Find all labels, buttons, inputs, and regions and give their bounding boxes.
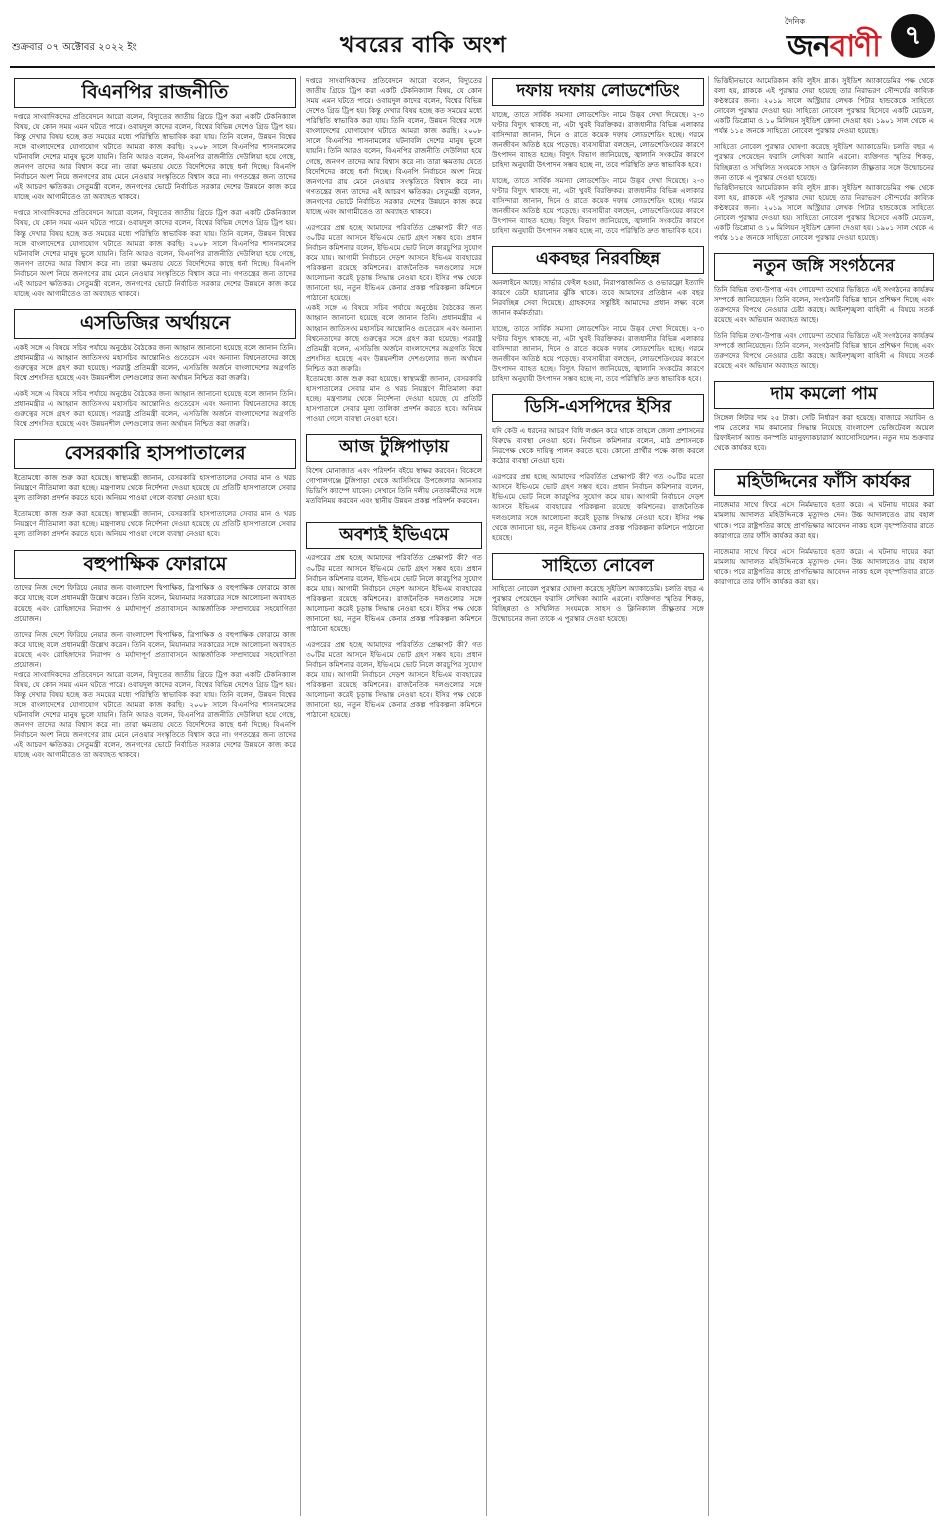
article-body-loadshedding: যাচ্ছে, তাতে সার্বিক সমস্যা লোডশেডিং নামে উদ্ভব দেখা দিয়েছে। ২-৩ ঘণ্টার বিদ্যুৎ থাকছে না, এটা খুবই বিরক্তিকর। রাজধানীর বিভিন্ন এলাকার বাসিন্দারা জানান, দিনে ও রাতে কয়েক দফায় লোডশেডিং হচ্ছে। গরমে জনজীবন অতিষ্ঠ হয়ে পড়েছে। ব্যবসায়ীরা বলছেন, লোডশেডিংয়ের কারণে উৎপাদন ব্যাহত হচ্ছে। বিদ্যুৎ বিভাগ জানিয়েছে, জ্বালানি সংকটের কারণে চাহিদা অনুযায়ী উৎপাদন সম্ভব হচ্ছে না, তবে পরিস্থিতি দ্রুত স্বাভাবিক হবে। [492, 109, 704, 169]
article-body-mohiuddin: নাজেমার সাথে ফিরে এসে নির্মমভাবে হত্যা করে। এ ঘটনায় দায়ের করা মামলায় আদালত মহিউদ্দিনকে মৃত্যুদণ্ড দেন। উচ্চ আদালতেও রায় বহাল থাকে। পরে রাষ্ট্রপতির কাছে প্রাণভিক্ষার আবেদন নাকচ হলে বৃহস্পতিবার রাতে কারাগারে তার ফাঁসি কার্যকর করা হয়। [714, 500, 934, 540]
column-divider [708, 76, 709, 1516]
article-body-bnp-cont-col2d: ইতোমধ্যে কাজ শুরু করা হয়েছে। স্বাস্থ্যমন্ত্রী জানান, বেসরকারি হাসপাতালের সেবার মান ও খরচ নিয়ন্ত্রণে নীতিমালা করা হচ্ছে। মন্ত্রণালয় থেকে নির্দেশনা দেওয়া হয়েছে যে প্রতিটি হাসপাতালে সেবার মূল্য তালিকা প্রদর্শন করতে হবে। অনিয়ম পাওয়া গেলে ব্যবস্থা নেওয়া হবে। [306, 373, 482, 424]
article-body-palm-oil: সিঙ্গেল লিটার দাম ২৫ টাকা। সেটি নির্ধারণ করা হয়েছে। বাজারে সয়াবিন ও পাম তেলের দাম কমানোর সিদ্ধান্ত নিয়েছে বাংলাদেশ ভেজিটেবল অয়েল রিফাইনার্স অ্যান্ড বনস্পতি ম্যানুফ্যাকচারার্স অ্যাসোসিয়েশন। নতুন দাম শুক্রবার থেকে কার্যকর হবে। [714, 412, 934, 452]
article-body-tungipara: বিশেষ মোনাজাত এবং পরিদর্শন বইয়ে স্বাক্ষর করবেন। বিকেলে গোপালগঞ্জে টুঙ্গিপাড়া থেকে আসিসিয়ে উপজেলার আনসার ভিডিপি ক্যাম্পে যাবেন। সেখানে তিনি দলীয় নেতাকর্মীদের সঙ্গে মতবিনিময় করবেন এবং স্থানীয় উন্নয়ন প্রকল্প পরিদর্শন করবেন। [306, 465, 482, 505]
article-body-private-hospital: ইতোমধ্যে কাজ শুরু করা হয়েছে। স্বাস্থ্যমন্ত্রী জানান, বেসরকারি হাসপাতালের সেবার মান ও খরচ নিয়ন্ত্রণে নীতিমালা করা হচ্ছে। মন্ত্রণালয় থেকে নির্দেশনা দেওয়া হয়েছে যে প্রতিটি হাসপাতালে সেবার মূল্য তালিকা প্রদর্শন করতে হবে। অনিয়ম পাওয়া গেলে ব্যবস্থা নেওয়া হবে। [14, 473, 296, 503]
headline-sdg: এসডিজির অর্থায়নে [14, 309, 296, 339]
section-title: খবরের বাকি অংশ [340, 33, 507, 58]
article-body-militant: তিনি বিভিন্ন তথ্য-উপাত্ত এবং গোয়েন্দা তথ্যের ভিত্তিতে এই সংগঠনের কার্যক্রম সম্পর্কে জানিয়েছেন। তিনি বলেন, সংগঠনটি বিভিন্ন স্থানে প্রশিক্ষণ দিচ্ছে এবং তরুণদের বিপথে নেওয়ার চেষ্টা করছে। আইনশৃঙ্খলা বাহিনী এ বিষয়ে সতর্ক রয়েছে এবং অভিযান অব্যাহত আছে। [714, 284, 934, 324]
headline-private-hospital: বেসরকারি হাসপাতালের [14, 439, 296, 469]
column-divider [300, 76, 301, 1516]
article-body-bnp: দপ্তরে সাংবাদিকদের প্রতিবেদনে আরো বলেন, বিদ্যুতের জাতীয় গ্রিডে ট্রিপ করা একটি টেকনিক্যাল বিষয়, যে কোন সময় এমন ঘটতে পারে। ওবায়দুল কাদের বলেন, বিশ্বের বিভিন্ন দেশেও গ্রিড ট্রিপ হয়। কিন্তু দেখার বিষয় হচ্ছে কত সময়ের মধ্যে পরিস্থিতি স্বাভাবিক করা যায়। তিনি বলেন, উন্নয়ন বিশ্বের সঙ্গে বাংলাদেশের যোগাযোগ ঘটাতে আমরা কাজ করছি। ২০০৮ সালে বিএনপির শাসনামলের ঘটনাবলি দেশের মানুষ ভুলে যায়নি। তিনি আরও বলেন, বিএনপির রাজনীতি দেউলিয়া হয়ে গেছে, জনগণ তাদের আর বিশ্বাস করে না। তারা ক্ষমতায় যেতে বিদেশিদের কাছে ধর্না দিচ্ছে। বিএনপি নির্বাচনে অংশ নিয়ে জনগণের রায় মেনে নেওয়ার সংস্কৃতিতে বিশ্বাস করে না। গণতন্ত্রের জন্য তাদের এই আচরণ ক্ষতিকর। সেতুমন্ত্রী বলেন, জনগণের ভোটে নির্বাচিত সরকার দেশের উন্নয়নে কাজ করে যাচ্ছে এবং আগামীতেও তা অব্যাহত থাকবে। [14, 111, 296, 202]
masthead [10, 14, 935, 62]
column-2 [306, 76, 482, 1516]
article-body-one-year-cont: যাচ্ছে, তাতে সার্বিক সমস্যা লোডশেডিং নামে উদ্ভব দেখা দিয়েছে। ২-৩ ঘণ্টার বিদ্যুৎ থাকছে না, এটা খুবই বিরক্তিকর। রাজধানীর বিভিন্ন এলাকার বাসিন্দারা জানান, দিনে ও রাতে কয়েক দফায় লোডশেডিং হচ্ছে। গরমে জনজীবন অতিষ্ঠ হয়ে পড়েছে। ব্যবসায়ীরা বলছেন, লোডশেডিংয়ের কারণে উৎপাদন ব্যাহত হচ্ছে। বিদ্যুৎ বিভাগ জানিয়েছে, জ্বালানি সংকটের কারণে চাহিদা অনুযায়ী উৎপাদন সম্ভব হচ্ছে না, তবে পরিস্থিতি দ্রুত স্বাভাবিক হবে। [492, 324, 704, 384]
column-4 [714, 76, 934, 1516]
headline-palm-oil: দাম কমলো পাম [714, 381, 934, 409]
article-body-nobel-cont: ভিত্তিহীনভাবে আমেরিকান কবি লুইস গ্লাক। সুইডিশ অ্যাকাডেমির পক্ষ থেকে বলা হয়, গ্লাককে এই পুরস্কার দেয়া হয়েছে তার নিরাভরণ সৌন্দর্যের কাব্যিক কণ্ঠস্বরের জন্য। ২০১৯ সালে অস্ট্রিয়ার লেখক পিটার হান্ডকেকে সাহিত্যে নোবেল পুরস্কার দেওয়া হয়। সাহিত্যে নোবেল পুরস্কার হিসেবে একটি মেডেল, একটি ডিপ্লোমা ও ১০ মিলিয়ন সুইডিশ ক্রোনা দেওয়া হয়। ১৯০১ সাল থেকে এ পর্যন্ত ১১৫ জনকে সাহিত্যে নোবেল পুরস্কার দেওয়া হয়েছে। [714, 76, 934, 136]
article-body-dc-sp-cont: এরপরের প্রশ্ন হচ্ছে আমাদের পরিবর্তিত প্রেক্ষাপট কী? গত ৩০টির মতো আসনে ইভিএমে ভোট গ্রহণ সম্ভব হবে। প্রধান নির্বাচন কমিশনার বলেন, ইভিএমে ভোট নিলে কারচুপির সুযোগ কমে যায়। আগামী নির্বাচনে দেড়শ আসনে ইভিএম ব্যবহারের পরিকল্পনা রয়েছে কমিশনের। রাজনৈতিক দলগুলোর সঙ্গে আলোচনা করেই চূড়ান্ত সিদ্ধান্ত নেওয়া হবে। ইসির পক্ষ থেকে জানানো হয়, নতুন ইভিএম কেনার প্রকল্প পরিকল্পনা কমিশনে পাঠানো হয়েছে। [492, 472, 704, 542]
article-body-nobel: সাহিত্যে নোবেল পুরস্কার ঘোষণা করেছে সুইডিশ অ্যাকাডেমি। চলতি বছর এ পুরস্কার পেয়েছেন ফরাসি লেখিকা অ্যানি এরনো। ব্যক্তিগত স্মৃতির শিকড়, বিচ্ছিন্নতা ও সম্মিলিত সংযমকে সাহস ও ক্লিনিক্যাল তীক্ষ্ণতার সঙ্গে উন্মোচনের জন্য তাকে এ পুরস্কার দেওয়া হয়েছে। [492, 584, 704, 624]
article-body-bnp-cont-col2b: এরপরের প্রশ্ন হচ্ছে আমাদের পরিবর্তিত প্রেক্ষাপট কী? গত ৩০টির মতো আসনে ইভিএমে ভোট গ্রহণ সম্ভব হবে। প্রধান নির্বাচন কমিশনার বলেন, ইভিএমে ভোট নিলে কারচুপির সুযোগ কমে যায়। আগামী নির্বাচনে দেড়শ আসনে ইভিএম ব্যবহারের পরিকল্পনা রয়েছে কমিশনের। রাজনৈতিক দলগুলোর সঙ্গে আলোচনা করেই চূড়ান্ত সিদ্ধান্ত নেওয়া হবে। ইসির পক্ষ থেকে জানানো হয়, নতুন ইভিএম কেনার প্রকল্প পরিকল্পনা কমিশনে পাঠানো হয়েছে। [306, 222, 482, 303]
article-body-sdg-cont: একই সঙ্গে এ বিষয়ে সচিব পর্যায়ে অনুষ্ঠেয় বৈঠকের জন্য আহ্বান জানানো হয়েছে বলে জানান তিনি। প্রধানমন্ত্রীর এ আহ্বান জাতিসংঘ মহাসচিব আন্তোনিও গুতেরেস এবং অন্যান্য বিশ্বনেতাদের কাছে গুরুত্বের সঙ্গে গ্রহণ করা হয়েছে। পররাষ্ট্র প্রতিমন্ত্রী বলেন, এসডিজি অর্জনে বাংলাদেশের অগ্রগতি বিশ্বে প্রশংসিত হয়েছে এবং উন্নয়নশীল দেশগুলোর জন্য অর্থায়ন নিশ্চিত করা জরুরি। [14, 389, 296, 429]
article-body-bnp-cont-col2c: একই সঙ্গে এ বিষয়ে সচিব পর্যায়ে অনুষ্ঠেয় বৈঠকের জন্য আহ্বান জানানো হয়েছে বলে জানান তিনি। প্রধানমন্ত্রীর এ আহ্বান জাতিসংঘ মহাসচিব আন্তোনিও গুতেরেস এবং অন্যান্য বিশ্বনেতাদের কাছে গুরুত্বের সঙ্গে গ্রহণ করা হয়েছে। পররাষ্ট্র প্রতিমন্ত্রী বলেন, এসডিজি অর্জনে বাংলাদেশের অগ্রগতি বিশ্বে প্রশংসিত হয়েছে এবং উন্নয়নশীল দেশগুলোর জন্য অর্থায়ন নিশ্চিত করা জরুরি। [306, 303, 482, 373]
column-1 [14, 76, 296, 1516]
logo-tagline: দৈনিক [785, 17, 806, 26]
article-body-bnp-cont-col2: দপ্তরে সাংবাদিকদের প্রতিবেদনে আরো বলেন, বিদ্যুতের জাতীয় গ্রিডে ট্রিপ করা একটি টেকনিক্যাল বিষয়, যে কোন সময় এমন ঘটতে পারে। ওবায়দুল কাদের বলেন, বিশ্বের বিভিন্ন দেশেও গ্রিড ট্রিপ হয়। কিন্তু দেখার বিষয় হচ্ছে কত সময়ের মধ্যে পরিস্থিতি স্বাভাবিক করা যায়। তিনি বলেন, উন্নয়ন বিশ্বের সঙ্গে বাংলাদেশের যোগাযোগ ঘটাতে আমরা কাজ করছি। ২০০৮ সালে বিএনপির শাসনামলের ঘটনাবলি দেশের মানুষ ভুলে যায়নি। তিনি আরও বলেন, বিএনপির রাজনীতি দেউলিয়া হয়ে গেছে, জনগণ তাদের আর বিশ্বাস করে না। তারা ক্ষমতায় যেতে বিদেশিদের কাছে ধর্না দিচ্ছে। বিএনপি নির্বাচনে অংশ নিয়ে জনগণের রায় মেনে নেওয়ার সংস্কৃতিতে বিশ্বাস করে না। গণতন্ত্রের জন্য তাদের এই আচরণ ক্ষতিকর। সেতুমন্ত্রী বলেন, জনগণের ভোটে নির্বাচিত সরকার দেশের উন্নয়নে কাজ করে যাচ্ছে এবং আগামীতেও তা অব্যাহত থাকবে। [306, 76, 482, 216]
logo-part-2: বাণী [829, 29, 880, 64]
article-body-evm-cont: এরপরের প্রশ্ন হচ্ছে আমাদের পরিবর্তিত প্রেক্ষাপট কী? গত ৩০টির মতো আসনে ইভিএমে ভোট গ্রহণ সম্ভব হবে। প্রধান নির্বাচন কমিশনার বলেন, ইভিএমে ভোট নিলে কারচুপির সুযোগ কমে যায়। আগামী নির্বাচনে দেড়শ আসনে ইভিএম ব্যবহারের পরিকল্পনা রয়েছে কমিশনের। রাজনৈতিক দলগুলোর সঙ্গে আলোচনা করেই চূড়ান্ত সিদ্ধান্ত নেওয়া হবে। ইসির পক্ষ থেকে জানানো হয়, নতুন ইভিএম কেনার প্রকল্প পরিকল্পনা কমিশনে পাঠানো হয়েছে। [306, 639, 482, 720]
headline-one-year: একবছর নিরবচ্ছিন্ন [492, 246, 704, 274]
article-body-evm: এরপরের প্রশ্ন হচ্ছে আমাদের পরিবর্তিত প্রেক্ষাপট কী? গত ৩০টির মতো আসনে ইভিএমে ভোট গ্রহণ সম্ভব হবে। প্রধান নির্বাচন কমিশনার বলেন, ইভিএমে ভোট নিলে কারচুপির সুযোগ কমে যায়। আগামী নির্বাচনে দেড়শ আসনে ইভিএম ব্যবহারের পরিকল্পনা রয়েছে কমিশনের। রাজনৈতিক দলগুলোর সঙ্গে আলোচনা করেই চূড়ান্ত সিদ্ধান্ত নেওয়া হবে। ইসির পক্ষ থেকে জানানো হয়, নতুন ইভিএম কেনার প্রকল্প পরিকল্পনা কমিশনে পাঠানো হয়েছে। [306, 553, 482, 633]
article-body-bilateral-cont2: দপ্তরে সাংবাদিকদের প্রতিবেদনে আরো বলেন, বিদ্যুতের জাতীয় গ্রিডে ট্রিপ করা একটি টেকনিক্যাল বিষয়, যে কোন সময় এমন ঘটতে পারে। ওবায়দুল কাদের বলেন, বিশ্বের বিভিন্ন দেশেও গ্রিড ট্রিপ হয়। কিন্তু দেখার বিষয় হচ্ছে কত সময়ের মধ্যে পরিস্থিতি স্বাভাবিক করা যায়। তিনি বলেন, উন্নয়ন বিশ্বের সঙ্গে বাংলাদেশের যোগাযোগ ঘটাতে আমরা কাজ করছি। ২০০৮ সালে বিএনপির শাসনামলের ঘটনাবলি দেশের মানুষ ভুলে যায়নি। তিনি আরও বলেন, বিএনপির রাজনীতি দেউলিয়া হয়ে গেছে, জনগণ তাদের আর বিশ্বাস করে না। তারা ক্ষমতায় যেতে বিদেশিদের কাছে ধর্না দিচ্ছে। বিএনপি নির্বাচনে অংশ নিয়ে জনগণের রায় মেনে নেওয়ার সংস্কৃতিতে বিশ্বাস করে না। গণতন্ত্রের জন্য তাদের এই আচরণ ক্ষতিকর। সেতুমন্ত্রী বলেন, জনগণের ভোটে নির্বাচিত সরকার দেশের উন্নয়নে কাজ করে যাচ্ছে এবং আগামীতেও তা অব্যাহত থাকবে। [14, 669, 296, 760]
headline-tungipara: আজ টুঙ্গিপাড়ায় [306, 434, 482, 462]
headline-mohiuddin: মহিউদ্দিনের ফাঁসি কার্যকর [714, 469, 934, 497]
article-body-bilateral-cont: তাদের নিজ দেশে ফিরিয়ে নেয়ার জন্য বাংলাদেশ দ্বিপাক্ষিক, ত্রিপাক্ষিক ও বহুপাক্ষিক ফোরামে কাজ করে যাচ্ছে বলে প্রধানমন্ত্রী উল্লেখ করেন। তিনি বলেন, মিয়ানমার সরকারের সঙ্গে আলোচনা অব্যাহত রয়েছে এবং রোহিঙ্গাদের নিরাপদ ও মর্যাদাপূর্ণ প্রত্যাবাসনে আন্তর্জাতিক সম্প্রদায়ের সহযোগিতা প্রয়োজন। [14, 629, 296, 669]
article-body-bilateral: তাদের নিজ দেশে ফিরিয়ে নেয়ার জন্য বাংলাদেশ দ্বিপাক্ষিক, ত্রিপাক্ষিক ও বহুপাক্ষিক ফোরামে কাজ করে যাচ্ছে বলে প্রধানমন্ত্রী উল্লেখ করেন। তিনি বলেন, মিয়ানমার সরকারের সঙ্গে আলোচনা অব্যাহত রয়েছে এবং রোহিঙ্গাদের নিরাপদ ও মর্যাদাপূর্ণ প্রত্যাবাসনে আন্তর্জাতিক সম্প্রদায়ের সহযোগিতা প্রয়োজন। [14, 583, 296, 623]
header-rule [10, 66, 935, 68]
article-body-nobel-cont3: ভিত্তিহীনভাবে আমেরিকান কবি লুইস গ্লাক। সুইডিশ অ্যাকাডেমির পক্ষ থেকে বলা হয়, গ্লাককে এই পুরস্কার দেয়া হয়েছে তার নিরাভরণ সৌন্দর্যের কাব্যিক কণ্ঠস্বরের জন্য। ২০১৯ সালে অস্ট্রিয়ার লেখক পিটার হান্ডকেকে সাহিত্যে নোবেল পুরস্কার দেওয়া হয়। সাহিত্যে নোবেল পুরস্কার হিসেবে একটি মেডেল, একটি ডিপ্লোমা ও ১০ মিলিয়ন সুইডিশ ক্রোনা দেওয়া হয়। ১৯০১ সাল থেকে এ পর্যন্ত ১১৫ জনকে সাহিত্যে নোবেল পুরস্কার দেওয়া হয়েছে। [714, 182, 934, 242]
article-body-dc-sp: যদি কেউ এ ধরনের আচরণ বিধি লঙ্ঘন করে থাকে তাহলে জেলা প্রশাসনের বিরুদ্ধে ব্যবস্থা নেওয়া হবে। নির্বাচন কমিশনার বলেন, মাঠ প্রশাসনকে নিরপেক্ষ থেকে দায়িত্ব পালন করতে হবে। কোনো প্রার্থীর পক্ষে কাজ করলে কঠোর ব্যবস্থা নেওয়া হবে। [492, 426, 704, 466]
article-body-loadshedding-cont: যাচ্ছে, তাতে সার্বিক সমস্যা লোডশেডিং নামে উদ্ভব দেখা দিয়েছে। ২-৩ ঘণ্টার বিদ্যুৎ থাকছে না, এটা খুবই বিরক্তিকর। রাজধানীর বিভিন্ন এলাকার বাসিন্দারা জানান, দিনে ও রাতে কয়েক দফায় লোডশেডিং হচ্ছে। গরমে জনজীবন অতিষ্ঠ হয়ে পড়েছে। ব্যবসায়ীরা বলছেন, লোডশেডিংয়ের কারণে উৎপাদন ব্যাহত হচ্ছে। বিদ্যুৎ বিভাগ জানিয়েছে, জ্বালানি সংকটের কারণে চাহিদা অনুযায়ী উৎপাদন সম্ভব হচ্ছে না, তবে পরিস্থিতি দ্রুত স্বাভাবিক হবে। [492, 175, 704, 236]
article-body-nobel-cont2: সাহিত্যে নোবেল পুরস্কার ঘোষণা করেছে সুইডিশ অ্যাকাডেমি। চলতি বছর এ পুরস্কার পেয়েছেন ফরাসি লেখিকা অ্যানি এরনো। ব্যক্তিগত স্মৃতির শিকড়, বিচ্ছিন্নতা ও সম্মিলিত সংযমকে সাহস ও ক্লিনিক্যাল তীক্ষ্ণতার সঙ্গে উন্মোচনের জন্য তাকে এ পুরস্কার দেওয়া হয়েছে। [714, 142, 934, 182]
headline-militant: নতুন জঙ্গি সংগঠনের [714, 253, 934, 281]
article-body-sdg: একই সঙ্গে এ বিষয়ে সচিব পর্যায়ে অনুষ্ঠেয় বৈঠকের জন্য আহ্বান জানানো হয়েছে বলে জানান তিনি। প্রধানমন্ত্রীর এ আহ্বান জাতিসংঘ মহাসচিব আন্তোনিও গুতেরেস এবং অন্যান্য বিশ্বনেতাদের কাছে গুরুত্বের সঙ্গে গ্রহণ করা হয়েছে। পররাষ্ট্র প্রতিমন্ত্রী বলেন, এসডিজি অর্জনে বাংলাদেশের অগ্রগতি বিশ্বে প্রশংসিত হয়েছে এবং উন্নয়নশীল দেশগুলোর জন্য অর্থায়ন নিশ্চিত করা জরুরি। [14, 342, 296, 382]
article-body-bnp-cont: দপ্তরে সাংবাদিকদের প্রতিবেদনে আরো বলেন, বিদ্যুতের জাতীয় গ্রিডে ট্রিপ করা একটি টেকনিক্যাল বিষয়, যে কোন সময় এমন ঘটতে পারে। ওবায়দুল কাদের বলেন, বিশ্বের বিভিন্ন দেশেও গ্রিড ট্রিপ হয়। কিন্তু দেখার বিষয় হচ্ছে কত সময়ের মধ্যে পরিস্থিতি স্বাভাবিক করা যায়। তিনি বলেন, উন্নয়ন বিশ্বের সঙ্গে বাংলাদেশের যোগাযোগ ঘটাতে আমরা কাজ করছি। ২০০৮ সালে বিএনপির শাসনামলের ঘটনাবলি দেশের মানুষ ভুলে যায়নি। তিনি আরও বলেন, বিএনপির রাজনীতি দেউলিয়া হয়ে গেছে, জনগণ তাদের আর বিশ্বাস করে না। তারা ক্ষমতায় যেতে বিদেশিদের কাছে ধর্না দিচ্ছে। বিএনপি নির্বাচনে অংশ নিয়ে জনগণের রায় মেনে নেওয়ার সংস্কৃতিতে বিশ্বাস করে না। গণতন্ত্রের জন্য তাদের এই আচরণ ক্ষতিকর। সেতুমন্ত্রী বলেন, জনগণের ভোটে নির্বাচিত সরকার দেশের উন্নয়নে কাজ করে যাচ্ছে এবং আগামীতেও তা অব্যাহত থাকবে। [14, 208, 296, 298]
column-3 [492, 76, 704, 1516]
logo-part-1: জন [787, 29, 830, 64]
article-body-militant-cont: তিনি বিভিন্ন তথ্য-উপাত্ত এবং গোয়েন্দা তথ্যের ভিত্তিতে এই সংগঠনের কার্যক্রম সম্পর্কে জানিয়েছেন। তিনি বলেন, সংগঠনটি বিভিন্ন স্থানে প্রশিক্ষণ দিচ্ছে এবং তরুণদের বিপথে নেওয়ার চেষ্টা করছে। আইনশৃঙ্খলা বাহিনী এ বিষয়ে সতর্ক রয়েছে এবং অভিযান অব্যাহত আছে। [714, 330, 934, 370]
article-body-private-hospital-cont: ইতোমধ্যে কাজ শুরু করা হয়েছে। স্বাস্থ্যমন্ত্রী জানান, বেসরকারি হাসপাতালের সেবার মান ও খরচ নিয়ন্ত্রণে নীতিমালা করা হচ্ছে। মন্ত্রণালয় থেকে নির্দেশনা দেওয়া হয়েছে যে প্রতিটি হাসপাতালে সেবার মূল্য তালিকা প্রদর্শন করতে হবে। অনিয়ম পাওয়া গেলে ব্যবস্থা নেওয়া হবে। [14, 509, 296, 539]
newspaper-logo [783, 16, 880, 64]
article-body-one-year: অনলাইনে আছে। সার্ভার ফেইল হওয়া, নিরাপত্তাজনিত ও ওভারফ্লো ইত্যাদি কারণে ডেটা হারানোর ঝুঁকি থাকে। তবে আমাদের প্রতিষ্ঠান এক বছর নিরবচ্ছিন্ন সেবা দিয়েছে। গ্রাহকদের সন্তুষ্টিই আমাদের প্রধান লক্ষ্য বলে জানান কর্মকর্তারা। [492, 277, 704, 318]
headline-evm: অবশ্যই ইভিএমে [306, 522, 482, 550]
page-number-badge: ৭ [891, 14, 935, 58]
page-date: শুক্রবার ০৭ অক্টোবর ২০২২ ইং [12, 42, 137, 53]
headline-bnp: বিএনপির রাজনীতি [14, 78, 296, 108]
headline-loadshedding: দফায় দফায় লোডশেডিং [492, 78, 704, 106]
headline-bilateral: বহুপাক্ষিক ফোরামে [14, 550, 296, 580]
column-divider [486, 76, 487, 1516]
article-body-mohiuddin-cont: নাজেমার সাথে ফিরে এসে নির্মমভাবে হত্যা করে। এ ঘটনায় দায়ের করা মামলায় আদালত মহিউদ্দিনকে মৃত্যুদণ্ড দেন। উচ্চ আদালতেও রায় বহাল থাকে। পরে রাষ্ট্রপতির কাছে প্রাণভিক্ষার আবেদন নাকচ হলে বৃহস্পতিবার রাতে কারাগারে তার ফাঁসি কার্যকর করা হয়। [714, 546, 934, 586]
headline-nobel: সাহিত্যে নোবেল [492, 553, 704, 581]
headline-dc-sp: ডিসি-এসপিদের ইসির [492, 394, 704, 422]
